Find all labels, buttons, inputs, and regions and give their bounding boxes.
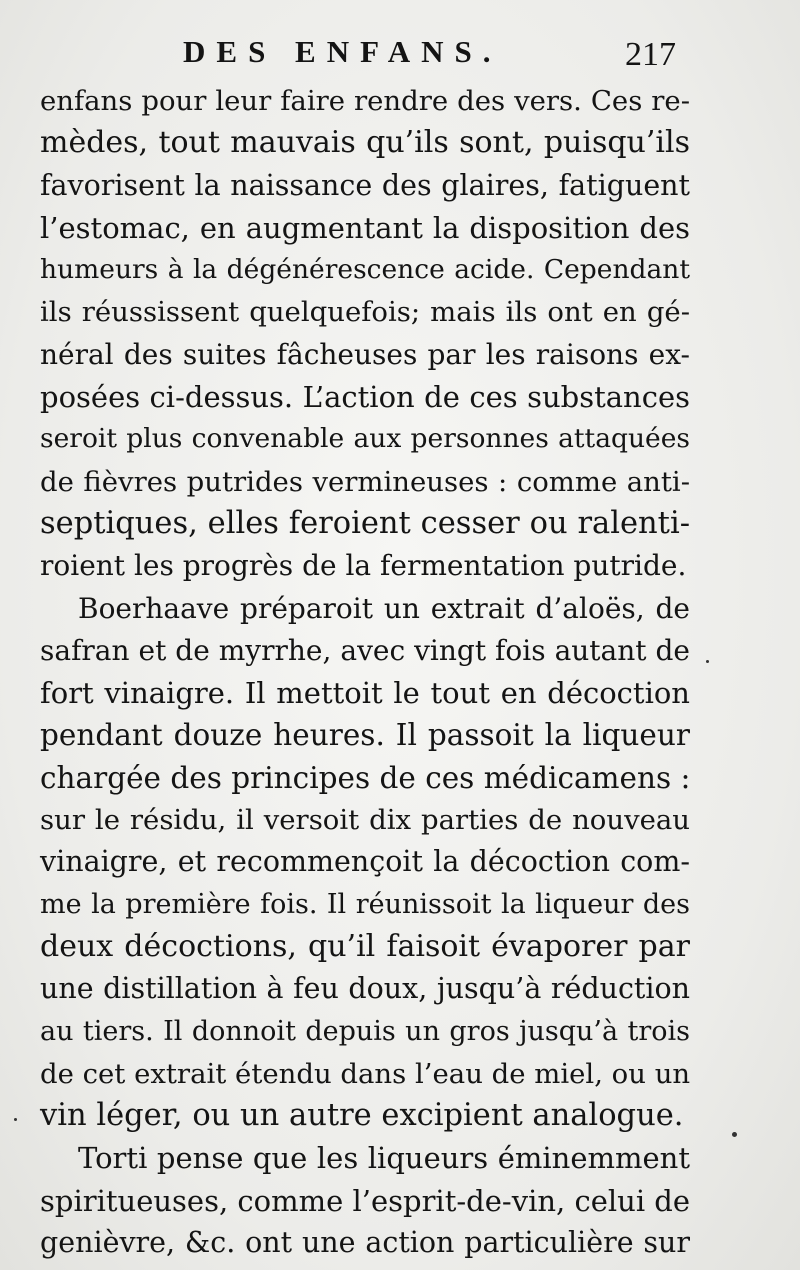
text-line: humeurs à la dégénérescence acide. Cependant xyxy=(40,254,690,286)
paper-speck xyxy=(732,1132,737,1137)
text-line: une distillation à feu doux, jusqu’à réduction xyxy=(40,972,690,1006)
text-line: me la première fois. Il réunissoit la liqueur des xyxy=(40,888,690,920)
text-line: néral des suites fâcheuses par les raisons ex- xyxy=(40,337,690,371)
paper-speck xyxy=(706,660,709,663)
text-line: spiritueuses, comme l’esprit-de-vin, celui de xyxy=(40,1183,691,1218)
text-line: vin léger, ou un autre excipient analogue. xyxy=(40,1098,684,1134)
text-line: seroit plus convenable aux personnes attaquées xyxy=(40,423,690,455)
text-line: de cet extrait étendu dans l’eau de miel, ou un xyxy=(40,1057,691,1090)
text-line: de fièvres putrides vermineuses : comme anti- xyxy=(40,465,690,498)
text-line: Boerhaave préparoit un extrait d’aloës, de xyxy=(78,591,690,625)
paper-speck xyxy=(14,1118,17,1121)
body-text xyxy=(40,80,690,1264)
text-line: pendant douze heures. Il passoit la liqueur xyxy=(40,718,690,753)
text-line: genièvre, &c. ont une action particulière sur xyxy=(40,1226,690,1260)
text-line: safran et de myrrhe, avec vingt fois autant de xyxy=(40,633,690,667)
paragraph xyxy=(40,1137,690,1264)
text-line: enfans pour leur faire rendre des vers. Ces re- xyxy=(40,85,690,117)
page-number: 217 xyxy=(625,36,676,73)
text-line: septiques, elles feroient cesser ou ralenti- xyxy=(40,505,690,541)
text-line: ils réussissent quelquefois; mais ils ont en gé- xyxy=(40,296,690,329)
text-line: au tiers. Il donnoit depuis un gros jusqu’à trois xyxy=(40,1015,690,1047)
page-header xyxy=(40,30,690,80)
text-line: sur le résidu, il versoit dix parties de nouveau xyxy=(40,804,690,837)
text-line: fort vinaigre. Il mettoit le tout en décoction xyxy=(40,676,690,711)
text-line: deux décoctions, qu’il faisoit évaporer par xyxy=(40,928,690,964)
text-line: l’estomac, en augmentant la disposition des xyxy=(40,210,690,245)
text-line: roient les progrès de la fermentation putride. xyxy=(40,549,687,583)
text-line: Torti pense que les liqueurs éminemment xyxy=(78,1141,690,1176)
text-line: vinaigre, et recommençoit la décoction com- xyxy=(40,845,690,879)
running-title: DES ENFANS. xyxy=(183,34,502,69)
text-line: mèdes, tout mauvais qu’ils sont, puisqu’ils xyxy=(40,125,690,161)
paragraph xyxy=(40,80,690,588)
text-line: favorisent la naissance des glaires, fatiguent xyxy=(40,168,690,202)
text-line: posées ci-dessus. L’action de ces substances xyxy=(40,380,690,415)
paragraph xyxy=(40,588,690,1138)
text-line: chargée des principes de ces médicamens : xyxy=(40,760,691,795)
